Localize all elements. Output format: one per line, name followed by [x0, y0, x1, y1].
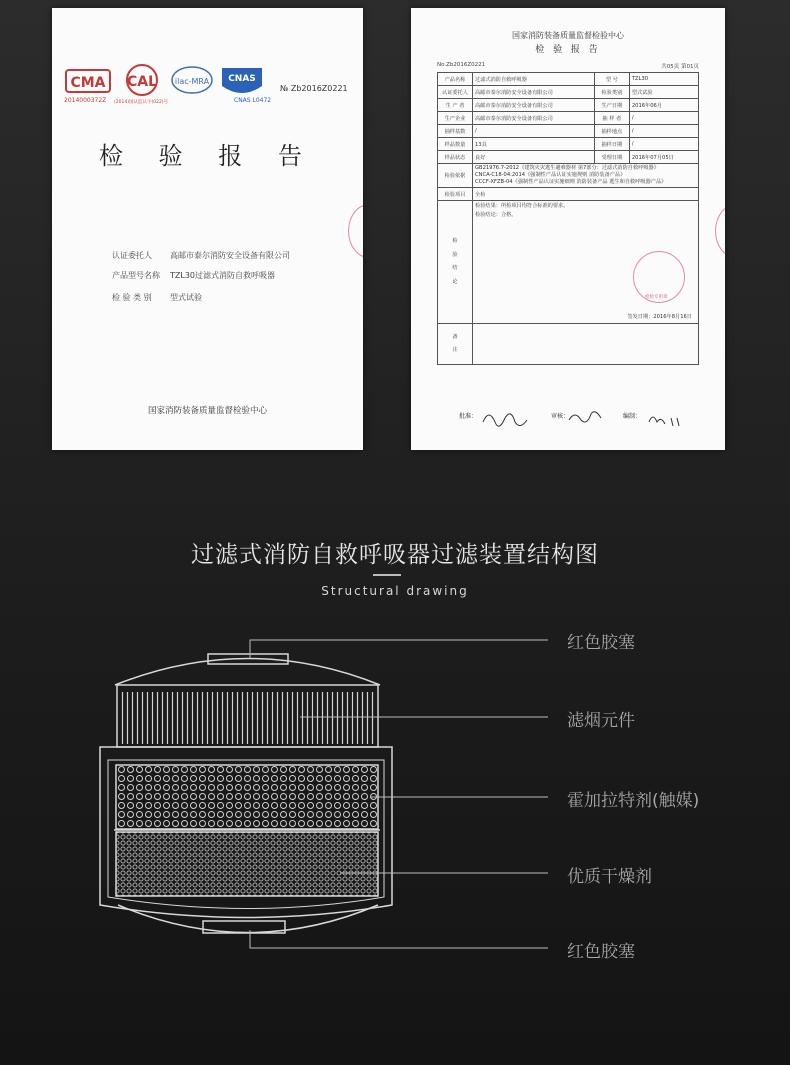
table-row-items: 检验项目 全检	[438, 188, 699, 201]
report-number: № Zb2016Z0221	[280, 84, 348, 93]
svg-text:ilac-MRA: ilac-MRA	[174, 77, 210, 86]
field-value: 型式试验	[170, 293, 202, 302]
label-red-rubber-plug-top: 红色胶塞	[567, 633, 635, 653]
reviewer-label: 审核：	[551, 413, 570, 420]
label-hopcalite: 霍加拉特剂(触媒)	[567, 791, 700, 811]
issue-date: 签发日期：2016年8月16日	[627, 314, 692, 321]
table-row: 样品数量 13具 抽样日期 /	[438, 138, 699, 151]
cnas-text: CNAS L0472	[234, 97, 272, 104]
table-row-conclusion: 检 验 结 论 检验结果：所检项目均符合标准的要求。 检验结论：合格。 检验专用章 签发日期：2016年8月16日	[438, 201, 699, 324]
header-title: 检 验 报 告	[535, 45, 601, 55]
field-label: 认证委托人	[112, 251, 152, 260]
structure-subtitle: Structural drawing	[321, 584, 469, 598]
issuer-name: 国家消防装备质量监督检验中心	[147, 406, 267, 416]
label-desiccant: 优质干燥剂	[567, 867, 652, 887]
svg-text:CMA: CMA	[70, 75, 106, 91]
table-row: 生产企业 高邮市泰尔消防安全设备有限公司 抽 样 者 /	[438, 112, 699, 125]
structure-title: 过滤式消防自救呼吸器过滤装置结构图	[191, 542, 599, 568]
field-value: 高邮市泰尔消防安全设备有限公司	[170, 251, 290, 260]
table-row: 抽样基数 / 抽样地点 /	[438, 125, 699, 138]
field-label: 检 验 类 别	[112, 293, 152, 302]
top-cap-outline	[115, 659, 380, 686]
bottom-cap-outline	[118, 905, 378, 933]
desiccant-layer	[116, 832, 378, 896]
field-value: TZL30过滤式消防自救呼吸器	[170, 271, 276, 280]
label-red-rubber-plug-bottom: 红色胶塞	[567, 942, 635, 962]
field-label: 产品型号名称	[112, 271, 160, 280]
table-row: 产品名称 过滤式消防自救呼吸器 型 号 TZL30	[438, 73, 699, 86]
svg-text:CAL: CAL	[126, 74, 158, 90]
approver-label: 批准：	[459, 413, 478, 420]
page-info: 共05页 第01页	[661, 64, 699, 70]
header-org: 国家消防装备质量监督检验中心	[512, 31, 624, 40]
table-row: 样品状态 良好 受理日期 2016年07月05日	[438, 151, 699, 164]
label-smoke-filter: 滤烟元件	[567, 711, 635, 731]
table-row-remark: 备 注	[438, 324, 699, 365]
report-title: 检 验 报 告	[99, 142, 316, 170]
compiler-label: 编制：	[623, 413, 642, 420]
hopcalite-layer	[116, 765, 378, 829]
table-row-basis: 检验依据 GB21976.7-2012《建筑火灾逃生避难器材 第7部分：过滤式消防自救呼吸器》 CNCA-C18-04:2014《强制性产品认证实施规则 消防装备产品》 CCCF-XFZB-04《强制性产品认证实施细则 消防装备产品 逃生和自救呼吸器产品》	[438, 164, 699, 188]
table-row: 生 产 者 高邮市泰尔消防安全设备有限公司 生产日期 2016年06月	[438, 99, 699, 112]
report-number: No.Zb2016Z0221	[437, 62, 486, 68]
cma-number: 2014000372Z	[64, 97, 107, 104]
cal-text: (2014)国认监认字(022)号	[114, 100, 169, 105]
table-row: 认证委托人 高邮市泰尔消防安全设备有限公司 检验类别 型式试验	[438, 86, 699, 99]
svg-text:CNAS: CNAS	[228, 74, 256, 84]
